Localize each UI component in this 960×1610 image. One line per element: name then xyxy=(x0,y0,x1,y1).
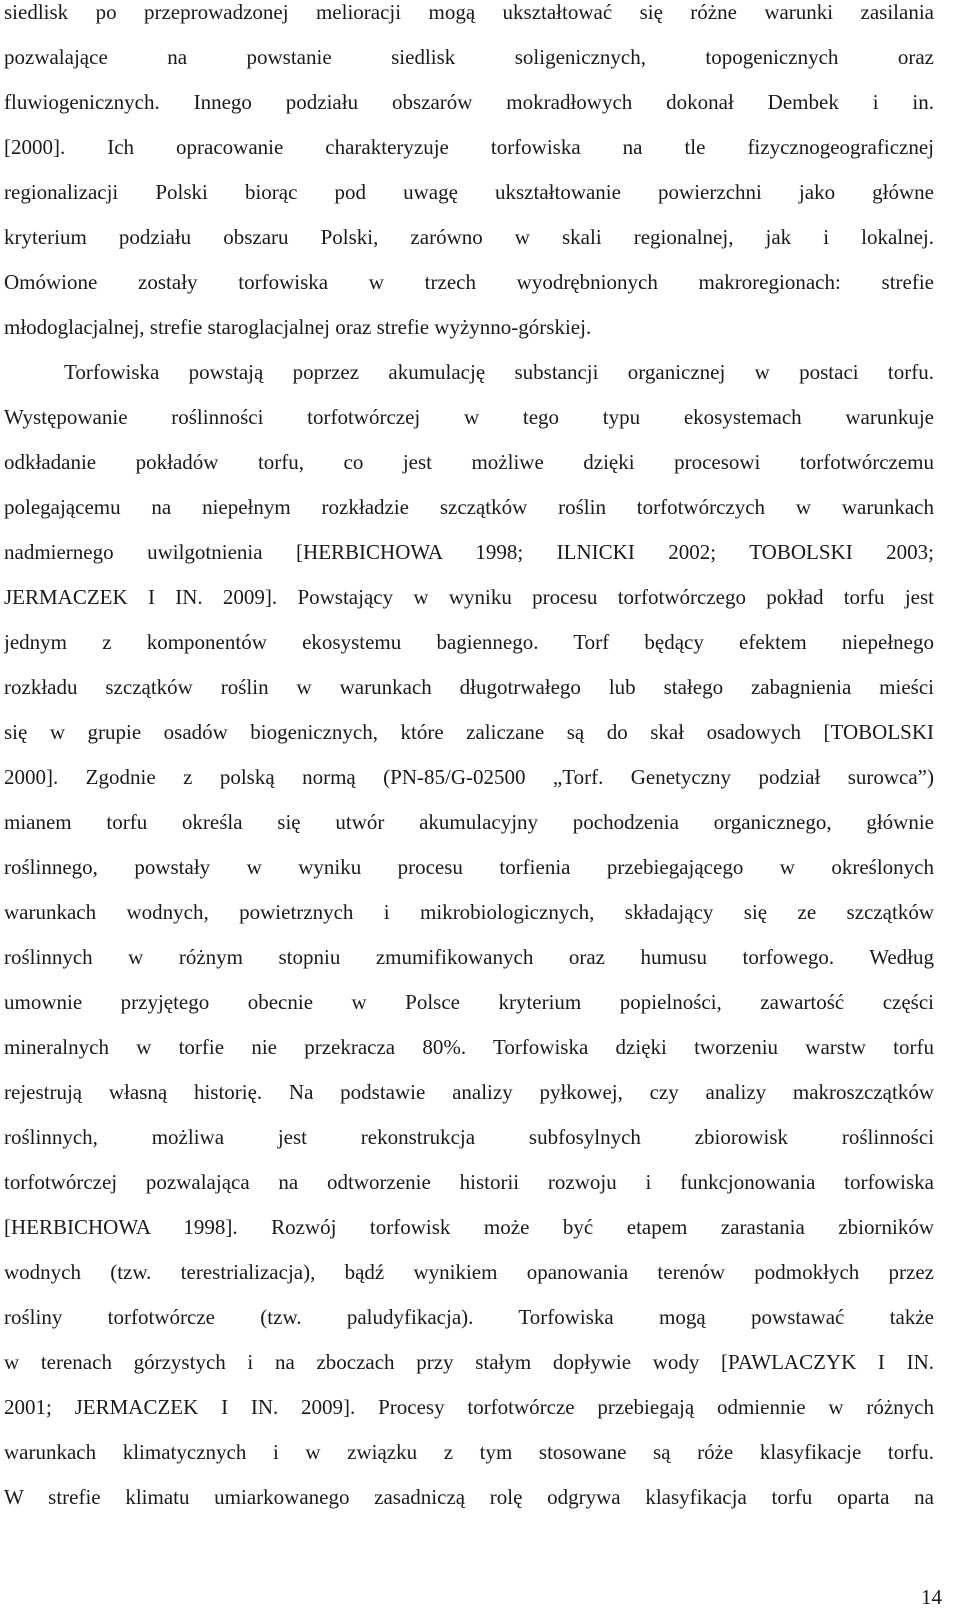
paragraph-first-line: Torfowiska powstają poprzez akumulację substancji organicznej w postaci torfu. xyxy=(64,360,934,384)
text-line: kryterium podziału obszaru Polski, zarówno w skali regionalnej, jak i lokalnej. xyxy=(4,225,934,249)
text-line: W strefie klimatu umiarkowanego zasadniczą rolę odgrywa klasyfikacja torfu oparta na xyxy=(4,1485,934,1509)
text-line: pozwalające na powstanie siedlisk soligenicznych, topogenicznych oraz xyxy=(4,45,934,69)
text-line: odkładanie pokładów torfu, co jest możliwe dzięki procesowi torfotwórczemu xyxy=(4,450,934,474)
text-line: mianem torfu określa się utwór akumulacyjny pochodzenia organicznego, głównie xyxy=(4,810,934,834)
page-number: 14 xyxy=(921,1585,942,1609)
text-line: młodoglacjalnej, strefie staroglacjalnej oraz strefie wyżynno-górskiej. xyxy=(4,315,592,339)
text-line: rozkładu szczątków roślin w warunkach długotrwałego lub stałego zabagnienia mieści xyxy=(4,675,934,699)
text-line: roślinnego, powstały w wyniku procesu torfienia przebiegającego w określonych xyxy=(4,855,934,879)
text-line: wodnych (tzw. terestrializacja), bądź wynikiem opanowania terenów podmokłych przez xyxy=(4,1260,934,1284)
text-line: Omówione zostały torfowiska w trzech wyodrębnionych makroregionach: strefie xyxy=(4,270,934,294)
text-line: [2000]. Ich opracowanie charakteryzuje torfowiska na tle fizycznogeograficznej xyxy=(4,135,934,159)
text-line: warunkach klimatycznych i w związku z tym stosowane są róże klasyfikacje torfu. xyxy=(4,1440,934,1464)
text-line: polegającemu na niepełnym rozkładzie szczątków roślin torfotwórczych w warunkach xyxy=(4,495,934,519)
text-line: JERMACZEK I IN. 2009]. Powstający w wyniku procesu torfotwórczego pokład torfu jest xyxy=(4,585,934,609)
text-line: roślinnych w różnym stopniu zmumifikowanych oraz humusu torfowego. Według xyxy=(4,945,934,969)
text-line: umownie przyjętego obecnie w Polsce kryterium popielności, zawartość części xyxy=(4,990,934,1014)
text-line: rejestrują własną historię. Na podstawie analizy pyłkowej, czy analizy makroszczątków xyxy=(4,1080,934,1104)
text-line: się w grupie osadów biogenicznych, które zaliczane są do skał osadowych [TOBOLSKI xyxy=(4,720,934,744)
text-line: regionalizacji Polski biorąc pod uwagę ukształtowanie powierzchni jako główne xyxy=(4,180,934,204)
text-line: rośliny torfotwórcze (tzw. paludyfikacja). Torfowiska mogą powstawać także xyxy=(4,1305,934,1329)
text-line: mineralnych w torfie nie przekracza 80%. Torfowiska dzięki tworzeniu warstw torfu xyxy=(4,1035,934,1059)
text-line: siedlisk po przeprowadzonej melioracji mogą ukształtować się różne warunki zasilania xyxy=(4,0,934,24)
text-line: Występowanie roślinności torfotwórczej w tego typu ekosystemach warunkuje xyxy=(4,405,934,429)
text-line: w terenach górzystych i na zboczach przy stałym dopływie wody [PAWLACZYK I IN. xyxy=(4,1350,934,1374)
text-line: [HERBICHOWA 1998]. Rozwój torfowisk może być etapem zarastania zbiorników xyxy=(4,1215,934,1239)
text-line: 2001; JERMACZEK I IN. 2009]. Procesy torfotwórcze przebiegają odmiennie w różnych xyxy=(4,1395,934,1419)
text-line: warunkach wodnych, powietrznych i mikrobiologicznych, składający się ze szczątków xyxy=(4,900,934,924)
text-line: nadmiernego uwilgotnienia [HERBICHOWA 1998; ILNICKI 2002; TOBOLSKI 2003; xyxy=(4,540,934,564)
text-line: fluwiogenicznych. Innego podziału obszarów mokradłowych dokonał Dembek i in. xyxy=(4,90,934,114)
text-line: jednym z komponentów ekosystemu bagiennego. Torf będący efektem niepełnego xyxy=(4,630,934,654)
text-line: torfotwórczej pozwalająca na odtworzenie historii rozwoju i funkcjonowania torfowiska xyxy=(4,1170,934,1194)
text-line: roślinnych, możliwa jest rekonstrukcja subfosylnych zbiorowisk roślinności xyxy=(4,1125,934,1149)
text-line: 2000]. Zgodnie z polską normą (PN-85/G-02500 „Torf. Genetyczny podział surowca”) xyxy=(4,765,934,789)
